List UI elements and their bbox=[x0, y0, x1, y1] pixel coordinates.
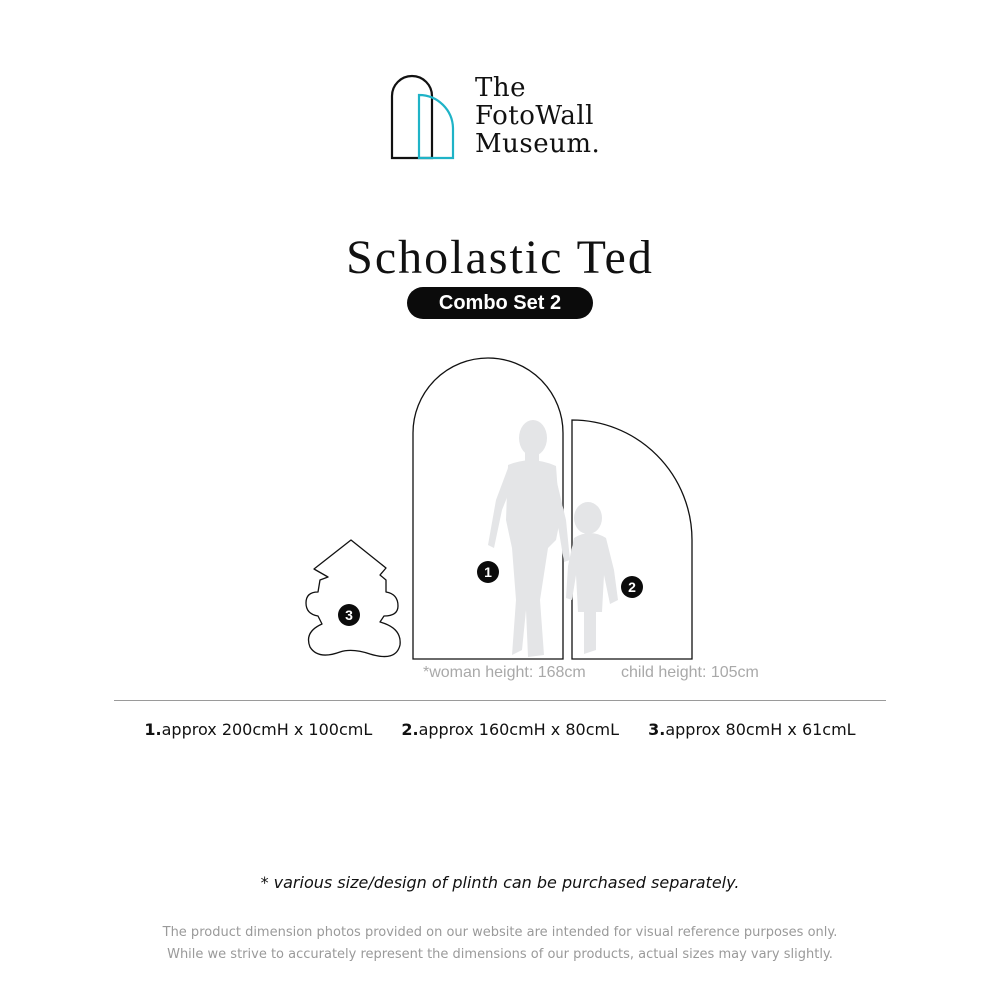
badge-1 bbox=[477, 561, 499, 583]
divider bbox=[114, 700, 886, 701]
disclaimer bbox=[0, 922, 1000, 966]
disclaimer-line-1: The product dimension photos provided on our website are intended for visual reference purposes only. bbox=[162, 925, 838, 940]
woman-height-note: *woman height: 168cm bbox=[423, 664, 586, 681]
brand-line-1: The bbox=[475, 73, 526, 103]
badge-1-label: 1 bbox=[484, 564, 492, 580]
combo-badge: Combo Set 2 bbox=[407, 287, 593, 319]
dimension-3: 3.approx 80cmH x 61cmL bbox=[648, 720, 856, 739]
brand-line-3: Museum. bbox=[475, 129, 601, 159]
dimensions-list bbox=[0, 720, 1000, 739]
product-title: Scholastic Ted bbox=[346, 231, 654, 284]
badge-3-label: 3 bbox=[345, 607, 353, 623]
badge-2 bbox=[621, 576, 643, 598]
dimension-2: 2.approx 160cmH x 80cmL bbox=[401, 720, 620, 739]
disclaimer-line-2: While we strive to accurately represent the dimensions of our products, actual sizes may vary slightly. bbox=[167, 947, 833, 962]
badge-3 bbox=[338, 604, 360, 626]
panel-3-outline bbox=[306, 540, 400, 657]
dimension-1: 1.approx 200cmH x 100cmL bbox=[144, 720, 373, 739]
plinth-note: * various size/design of plinth can be purchased separately. bbox=[260, 873, 740, 892]
child-height-note: child height: 105cm bbox=[621, 664, 759, 681]
brand-line-2: FotoWall bbox=[475, 101, 594, 131]
badge-2-label: 2 bbox=[628, 579, 636, 595]
